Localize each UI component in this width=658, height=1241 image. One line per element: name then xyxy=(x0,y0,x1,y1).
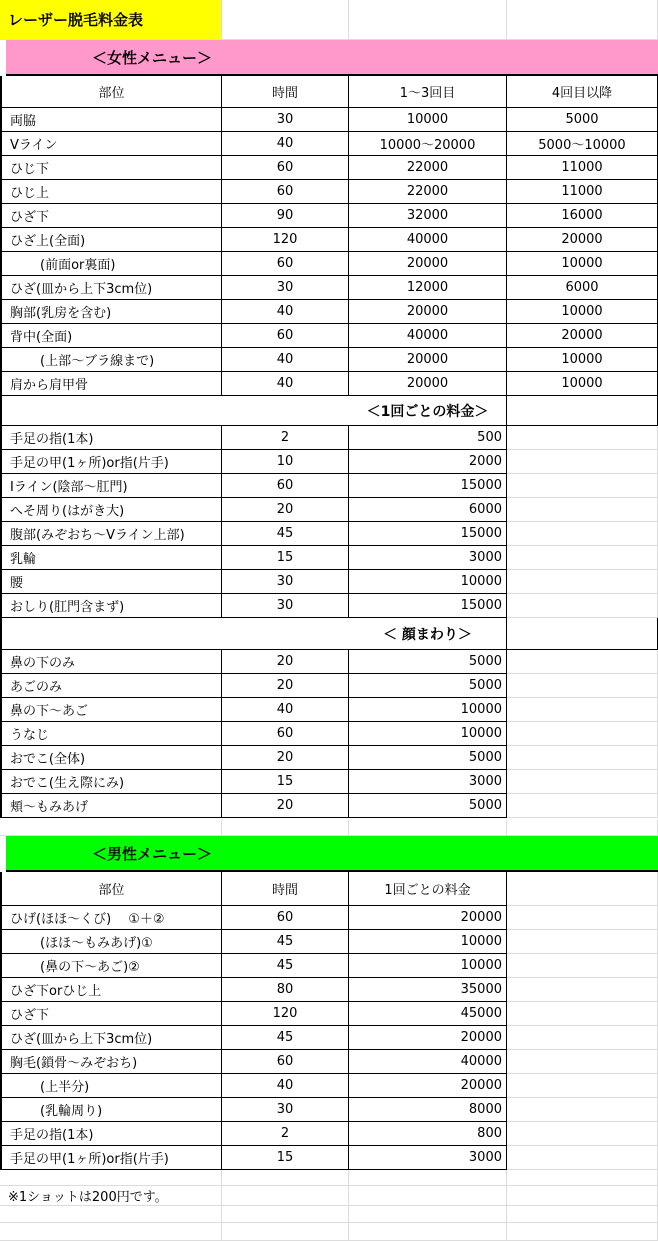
row-later-price: 11000 xyxy=(507,180,658,204)
col-header-part: 部位 xyxy=(0,76,222,108)
row-time: 30 xyxy=(222,276,349,300)
col-header-time: 時間 xyxy=(222,76,349,108)
table-row xyxy=(0,1074,658,1098)
row-later-price: 20000 xyxy=(507,228,658,252)
row-part: Iライン(陰部～肛門) xyxy=(0,474,222,498)
row-first-price: 10000 xyxy=(349,108,507,132)
row-part: ひざ下orひじ上 xyxy=(0,978,222,1002)
table-row xyxy=(0,132,658,156)
row-time: 15 xyxy=(222,546,349,570)
table-row xyxy=(0,930,658,954)
row-first-price: 12000 xyxy=(349,276,507,300)
row-part: 肩から肩甲骨 xyxy=(0,372,222,396)
row-first-price: 40000 xyxy=(349,228,507,252)
row-part: ひざ(皿から上下3cm位) xyxy=(0,276,222,300)
row-part: 鼻の下のみ xyxy=(0,650,222,674)
row-price: 20000 xyxy=(349,1026,507,1050)
male-col-header-price: 1回ごとの料金 xyxy=(349,872,507,906)
table-row xyxy=(0,674,658,698)
table-row xyxy=(0,906,658,930)
table-row xyxy=(0,474,658,498)
row-part: ひじ下 xyxy=(0,156,222,180)
row-time: 15 xyxy=(222,1146,349,1170)
row-part: Vライン xyxy=(0,132,222,156)
table-row xyxy=(0,228,658,252)
row-time: 20 xyxy=(222,498,349,522)
row-price: 10000 xyxy=(349,698,507,722)
row-time: 45 xyxy=(222,954,349,978)
note-row xyxy=(0,1186,658,1206)
row-price: 20000 xyxy=(349,1074,507,1098)
sheet-title: レーザー脱毛料金表 xyxy=(0,0,222,40)
row-price: 15000 xyxy=(349,522,507,546)
row-price: 35000 xyxy=(349,978,507,1002)
table-row xyxy=(0,1026,658,1050)
row-price: 10000 xyxy=(349,570,507,594)
row-part: (上部～ブラ線まで) xyxy=(0,348,222,372)
row-part: 手足の甲(1ヶ所)or指(片手) xyxy=(0,1146,222,1170)
row-price: 15000 xyxy=(349,594,507,618)
row-time: 40 xyxy=(222,132,349,156)
row-part: ひげ(ほほ～くび) ①＋② xyxy=(0,906,222,930)
row-price: 40000 xyxy=(349,1050,507,1074)
row-later-price: 5000～10000 xyxy=(507,132,658,156)
table-row xyxy=(0,954,658,978)
table-row xyxy=(0,252,658,276)
row-part: 手足の甲(1ヶ所)or指(片手) xyxy=(0,450,222,474)
row-part: ひじ上 xyxy=(0,180,222,204)
row-price: 3000 xyxy=(349,546,507,570)
row-time: 15 xyxy=(222,770,349,794)
col-header-first: 1～3回目 xyxy=(349,76,507,108)
row-time: 40 xyxy=(222,372,349,396)
row-time: 120 xyxy=(222,1002,349,1026)
table-row xyxy=(0,722,658,746)
row-price: 5000 xyxy=(349,674,507,698)
row-later-price: 10000 xyxy=(507,372,658,396)
row-first-price: 20000 xyxy=(349,372,507,396)
row-price: 800 xyxy=(349,1122,507,1146)
row-first-price: 20000 xyxy=(349,252,507,276)
row-time: 60 xyxy=(222,474,349,498)
row-price: 5000 xyxy=(349,650,507,674)
row-part: ひざ下 xyxy=(0,1002,222,1026)
face-heading: ＜ 顔まわり＞ xyxy=(349,618,507,650)
male-menu-band xyxy=(0,836,658,872)
row-part: おでこ(生え際にみ) xyxy=(0,770,222,794)
row-time: 30 xyxy=(222,1098,349,1122)
row-time: 2 xyxy=(222,426,349,450)
row-first-price: 20000 xyxy=(349,300,507,324)
row-part: (前面or裏面) xyxy=(0,252,222,276)
row-time: 45 xyxy=(222,930,349,954)
row-time: 10 xyxy=(222,450,349,474)
row-part: 鼻の下～あご xyxy=(0,698,222,722)
table-row xyxy=(0,746,658,770)
row-part: (乳輪周り) xyxy=(0,1098,222,1122)
row-part: 手足の指(1本) xyxy=(0,1122,222,1146)
male-col-header-part: 部位 xyxy=(0,872,222,906)
row-price: 8000 xyxy=(349,1098,507,1122)
row-later-price: 16000 xyxy=(507,204,658,228)
table-row xyxy=(0,1050,658,1074)
row-time: 40 xyxy=(222,698,349,722)
row-later-price: 5000 xyxy=(507,108,658,132)
table-row xyxy=(0,300,658,324)
table-row xyxy=(0,546,658,570)
row-time: 45 xyxy=(222,1026,349,1050)
table-row xyxy=(0,522,658,546)
table-row xyxy=(0,348,658,372)
female-header-row xyxy=(0,76,658,108)
row-part: 頬～もみあげ xyxy=(0,794,222,818)
row-price: 15000 xyxy=(349,474,507,498)
table-row xyxy=(0,276,658,300)
table-row xyxy=(0,1098,658,1122)
row-part: 腹部(みぞおち～Vライン上部) xyxy=(0,522,222,546)
row-later-price: 10000 xyxy=(507,348,658,372)
male-header-row xyxy=(0,872,658,906)
row-part: うなじ xyxy=(0,722,222,746)
female-menu-band xyxy=(0,40,658,76)
male-col-header-time: 時間 xyxy=(222,872,349,906)
table-row xyxy=(0,324,658,348)
row-time: 60 xyxy=(222,1050,349,1074)
table-row xyxy=(0,794,658,818)
row-part: 両脇 xyxy=(0,108,222,132)
row-time: 40 xyxy=(222,300,349,324)
male-menu-heading: ＜男性メニュー＞ xyxy=(6,836,658,872)
row-later-price: 10000 xyxy=(507,252,658,276)
row-part: へそ周り(はがき大) xyxy=(0,498,222,522)
table-row xyxy=(0,426,658,450)
row-part: ひざ上(全面) xyxy=(0,228,222,252)
row-part: 胸部(乳房を含む) xyxy=(0,300,222,324)
row-time: 20 xyxy=(222,650,349,674)
row-time: 40 xyxy=(222,348,349,372)
row-price: 45000 xyxy=(349,1002,507,1026)
row-first-price: 20000 xyxy=(349,348,507,372)
row-later-price: 6000 xyxy=(507,276,658,300)
row-time: 2 xyxy=(222,1122,349,1146)
table-row xyxy=(0,594,658,618)
row-part: おでこ(全体) xyxy=(0,746,222,770)
row-time: 30 xyxy=(222,108,349,132)
row-first-price: 40000 xyxy=(349,324,507,348)
row-time: 90 xyxy=(222,204,349,228)
table-row xyxy=(0,450,658,474)
row-part: おしり(肛門含まず) xyxy=(0,594,222,618)
female-menu-heading: ＜女性メニュー＞ xyxy=(6,40,658,76)
row-price: 6000 xyxy=(349,498,507,522)
row-later-price: 11000 xyxy=(507,156,658,180)
row-part: (鼻の下～あご)② xyxy=(0,954,222,978)
row-price: 3000 xyxy=(349,770,507,794)
row-time: 30 xyxy=(222,570,349,594)
row-time: 60 xyxy=(222,252,349,276)
row-part: (ほほ～もみあげ)① xyxy=(0,930,222,954)
title-row xyxy=(0,0,658,40)
table-row xyxy=(0,570,658,594)
row-first-price: 32000 xyxy=(349,204,507,228)
row-first-price: 22000 xyxy=(349,156,507,180)
per-session-heading-row xyxy=(0,396,658,426)
row-time: 30 xyxy=(222,594,349,618)
row-time: 20 xyxy=(222,794,349,818)
row-first-price: 22000 xyxy=(349,180,507,204)
row-part: 胸毛(鎖骨～みぞおち) xyxy=(0,1050,222,1074)
table-row xyxy=(0,698,658,722)
face-heading-row xyxy=(0,618,658,650)
row-price: 10000 xyxy=(349,722,507,746)
table-row xyxy=(0,1122,658,1146)
table-row xyxy=(0,372,658,396)
row-later-price: 20000 xyxy=(507,324,658,348)
row-part: 背中(全面) xyxy=(0,324,222,348)
row-part: 手足の指(1本) xyxy=(0,426,222,450)
table-row xyxy=(0,978,658,1002)
row-part: あごのみ xyxy=(0,674,222,698)
row-price: 10000 xyxy=(349,930,507,954)
per-session-heading: ＜1回ごとの料金＞ xyxy=(349,396,507,426)
row-price: 20000 xyxy=(349,906,507,930)
row-time: 60 xyxy=(222,324,349,348)
table-row xyxy=(0,1146,658,1170)
shot-price-note: ※1ショットは200円です。 xyxy=(0,1186,222,1206)
row-later-price: 10000 xyxy=(507,300,658,324)
row-part: 乳輪 xyxy=(0,546,222,570)
row-price: 10000 xyxy=(349,954,507,978)
row-price: 2000 xyxy=(349,450,507,474)
table-row xyxy=(0,650,658,674)
table-row xyxy=(0,204,658,228)
row-price: 3000 xyxy=(349,1146,507,1170)
row-time: 60 xyxy=(222,906,349,930)
col-header-later: 4回目以降 xyxy=(507,76,658,108)
table-row xyxy=(0,156,658,180)
row-time: 20 xyxy=(222,674,349,698)
row-time: 20 xyxy=(222,746,349,770)
row-time: 80 xyxy=(222,978,349,1002)
row-time: 60 xyxy=(222,180,349,204)
row-time: 45 xyxy=(222,522,349,546)
row-price: 5000 xyxy=(349,794,507,818)
row-part: 腰 xyxy=(0,570,222,594)
row-part: ひざ(皿から上下3cm位) xyxy=(0,1026,222,1050)
row-time: 60 xyxy=(222,156,349,180)
table-row xyxy=(0,1002,658,1026)
table-row xyxy=(0,180,658,204)
row-time: 40 xyxy=(222,1074,349,1098)
row-time: 120 xyxy=(222,228,349,252)
table-row xyxy=(0,498,658,522)
row-part: (上半分) xyxy=(0,1074,222,1098)
row-first-price: 10000～20000 xyxy=(349,132,507,156)
table-row xyxy=(0,770,658,794)
row-price: 500 xyxy=(349,426,507,450)
row-time: 60 xyxy=(222,722,349,746)
table-row xyxy=(0,108,658,132)
row-part: ひざ下 xyxy=(0,204,222,228)
row-price: 5000 xyxy=(349,746,507,770)
